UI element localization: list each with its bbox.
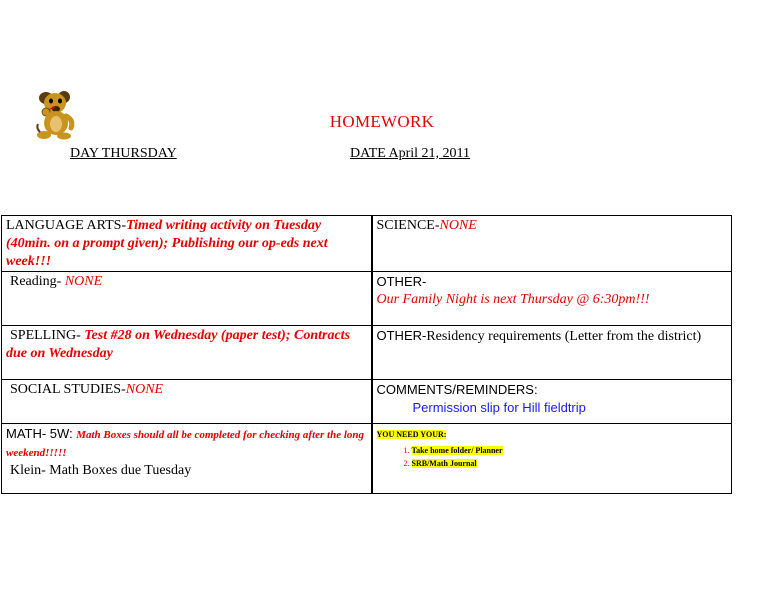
other2-label: OTHER- xyxy=(376,328,427,343)
spelling-label: SPELLING- xyxy=(10,328,81,343)
cell-other-family-night xyxy=(372,272,732,326)
day-label: DAY THURSDAY xyxy=(70,146,177,161)
cell-science xyxy=(372,216,732,272)
page-title: HOMEWORK xyxy=(329,112,435,131)
social-studies-detail: NONE xyxy=(125,382,164,397)
other2-detail: Residency requirements (Letter from the district) xyxy=(426,329,702,344)
cell-other-residency xyxy=(372,326,732,380)
cell-social-studies xyxy=(2,380,372,424)
language-arts-label: LANGUAGE ARTS- xyxy=(6,218,127,233)
you-need-list xyxy=(377,444,728,470)
date-label: DATE April 21, 2011 xyxy=(350,146,471,161)
math-label: MATH- 5W: xyxy=(6,426,73,441)
list-item: 1. Take home folder/ Planner xyxy=(412,444,728,457)
other1-label: OTHER- xyxy=(376,274,427,289)
science-detail: NONE xyxy=(439,218,477,233)
list-item: 2. SRB/Math Journal xyxy=(412,457,728,470)
cell-reading xyxy=(2,272,372,326)
you-need-heading: YOU NEED YOUR: xyxy=(376,430,447,439)
reading-label: Reading- xyxy=(10,274,62,289)
comments-detail: Permission slip for Hill fieldtrip xyxy=(412,400,586,415)
math-detail: Math Boxes should all be completed for checking after the long weekend!!!!! xyxy=(6,429,365,459)
reading-detail: NONE xyxy=(64,274,103,289)
language-arts-detail: Timed writing activity on Tuesday (40min. on a prompt given); Publishing our op-eds next week!!! xyxy=(6,218,328,269)
spelling-detail: Test #28 on Wednesday (paper test); Contracts due on Wednesday xyxy=(6,328,351,361)
cell-comments xyxy=(372,380,732,424)
cell-you-need xyxy=(372,424,732,494)
cell-language-arts xyxy=(2,216,372,272)
other1-detail: Our Family Night is next Thursday @ 6:30pm!!! xyxy=(376,292,650,307)
homework-table xyxy=(1,215,732,494)
cell-math xyxy=(2,424,372,494)
cell-spelling xyxy=(2,326,372,380)
social-studies-label: SOCIAL STUDIES- xyxy=(10,382,126,397)
science-label: SCIENCE- xyxy=(376,218,440,233)
math-klein: Klein- Math Boxes due Tuesday xyxy=(10,463,192,478)
comments-label: COMMENTS/REMINDERS: xyxy=(376,382,538,397)
